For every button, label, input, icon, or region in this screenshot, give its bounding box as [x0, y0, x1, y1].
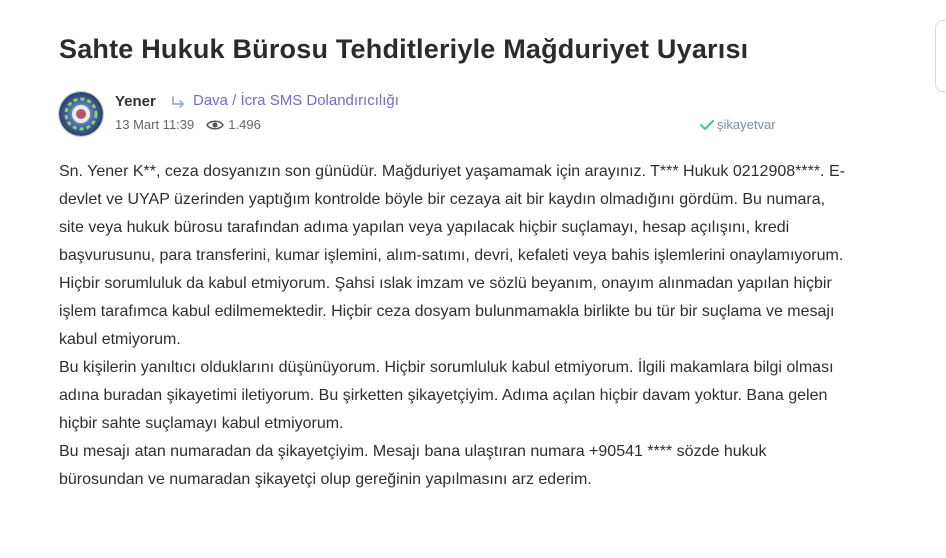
author-name[interactable]: Yener	[115, 93, 156, 110]
eye-icon	[206, 119, 224, 131]
post-meta	[115, 117, 261, 132]
post-date: 13 Mart 11:39	[115, 117, 195, 132]
brand-name: şikayetvar	[717, 117, 776, 132]
complaint-body	[59, 158, 849, 494]
avatar[interactable]	[58, 91, 104, 137]
side-card[interactable]	[935, 20, 946, 92]
sikayetvar-logo-icon	[700, 119, 714, 131]
brand-logo[interactable]	[700, 117, 776, 132]
share-arrow-icon	[170, 93, 188, 111]
complaint-paragraph: Bu kişilerin yanıltıcı olduklarını düşünüyorum. Hiçbir sorumluluk kabul etmiyorum. İlgili makamlara bilgi olması adına buradan şikayetimi iletiyorum. Bu şirketten şikayetçiyim. Adıma açılan hiçbir davam yoktur. Bana gelen hiçbir sahte suçlamayı kabul etmiyorum.	[59, 359, 834, 432]
category-link[interactable]: Dava / İcra SMS Dolandırıcılığı	[193, 92, 399, 109]
view-count: 1.496	[228, 117, 261, 132]
avatar-image	[59, 92, 103, 136]
complaint-title: Sahte Hukuk Bürosu Tehditleriyle Mağduriyet Uyarısı	[59, 34, 749, 64]
complaint-paragraph: Bu mesajı atan numaradan da şikayetçiyim. Mesajı bana ulaştıran numara +90541 **** sözde hukuk bürosundan ve numaradan şikayetçi olup gereğinin yapılmasını arz ederim.	[59, 443, 767, 488]
complaint-paragraph: Sn. Yener K**, ceza dosyanızın son günüdür. Mağduriyet yaşamamak için arayınız. T*** Hukuk 0212908****. E-devlet ve UYAP üzerinden yaptığım kontrolde böyle bir cezaya ait bir kaydın olmadığını gördüm. Bu numara, site veya hukuk bürosu tarafından adıma yapılan veya yapılacak hiçbir suçlamayı, hesap açılışını, kredi başvurusunu, para transferini, kumar işlemini, alım-satımı, devri, kefaleti veya bahis işlemlerini onaylamıyorum. Hiçbir sorumluluk da kabul etmiyorum. Şahsi ıslak imzam ve sözlü beyanım, onayım alınmadan yapılan hiçbir işlem tarafımca kabul edilmemektedir. Hiçbir ceza dosyam bulunmamakla birlikte bu tür bir suçlama ve mesajı kabul etmiyorum.	[59, 163, 845, 348]
